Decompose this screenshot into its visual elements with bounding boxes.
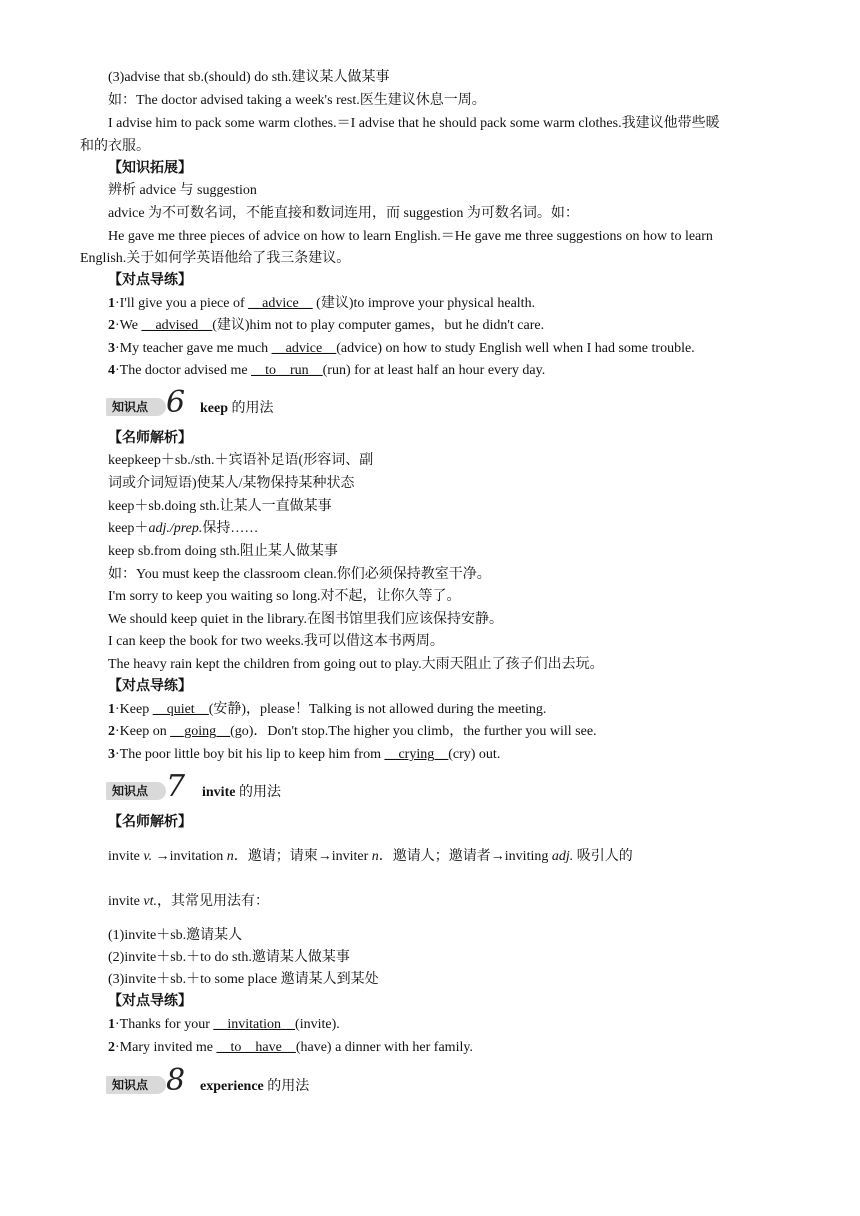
exercise-number: 3 xyxy=(108,747,115,762)
exercise-item: 2·We __advised__(建议)him not to play computer games，but he didn't care. xyxy=(108,318,545,333)
usage-line: 词或介词短语)使某人/某物保持某种状态 xyxy=(108,476,355,491)
exercise-item: 2·Mary invited me __to__have__(have) a dinner with her family. xyxy=(108,1040,473,1055)
badge-number: 8 xyxy=(166,1063,186,1098)
example-sentence: 如：You must keep the classroom clean.你们必须保持教室干净。 xyxy=(108,567,491,582)
exercise-item: 2·Keep on __going__(go)．Don't stop.The higher you climb，the further you will see. xyxy=(108,724,597,739)
exercise-number: 2 xyxy=(108,724,115,739)
answer-blank: __invitation__ xyxy=(213,1017,296,1032)
answer-blank: __crying__ xyxy=(384,747,449,762)
exercise-item: 1·Thanks for your __invitation__(invite). xyxy=(108,1017,340,1032)
usage-line: keep＋adj./prep.保持…… xyxy=(108,521,259,536)
answer-blank: __to__have__ xyxy=(216,1040,296,1055)
exercise-number: 1 xyxy=(108,296,115,311)
example-sentence: I'm sorry to keep you waiting so long.对不起，让你久等了。 xyxy=(108,589,461,604)
advice-note: advice 为不可数名词，不能直接和数词连用，而 suggestion 为可数名词。如： xyxy=(108,206,579,221)
exercise-item: 1·Keep __quiet__(安静)，please！Talking is not allowed during the meeting. xyxy=(108,702,547,717)
answer-blank: __quiet__ xyxy=(152,702,209,717)
example-sentence: I advise him to pack some warm clothes.＝I advise that he should pack some warm clothes.我建议他带些暖 xyxy=(108,116,720,131)
example-sentence: 如：The doctor advised taking a week's rest.医生建议休息一周。 xyxy=(108,93,486,108)
usage-line: invite vt.，其常见用法有： xyxy=(108,894,269,909)
section-title: experience 的用法 xyxy=(200,1079,310,1094)
example-sentence: I can keep the book for two weeks.我可以借这本书两周。 xyxy=(108,634,444,649)
badge-number: 7 xyxy=(166,769,186,804)
section-heading-analysis: 【名师解析】 xyxy=(108,815,192,830)
answer-blank: __advice__ xyxy=(248,296,313,311)
exercise-number: 4 xyxy=(108,363,115,378)
section-title: keep 的用法 xyxy=(200,401,274,416)
exercise-item: 1·I'll give you a piece of __advice__ (建议)to improve your physical health. xyxy=(108,296,536,311)
badge-label: 知识点 xyxy=(112,400,149,414)
usage-line: (1)invite＋sb.邀请某人 xyxy=(108,928,243,943)
exercise-item: 4·The doctor advised me __to__run__(run) for at least half an hour every day. xyxy=(108,363,546,378)
badge-number: 6 xyxy=(166,385,186,420)
section-heading-practice: 【对点导练】 xyxy=(108,273,192,288)
answer-blank: __advised__ xyxy=(141,318,213,333)
section-heading-extend: 【知识拓展】 xyxy=(108,161,192,176)
usage-line: (3)invite＋sb.＋to some place 邀请某人到某处 xyxy=(108,972,379,987)
example-sentence: He gave me three pieces of advice on how to learn English.＝He gave me three suggestions on how to learn xyxy=(108,229,713,244)
section-heading-analysis: 【名师解析】 xyxy=(108,431,192,446)
example-sentence: We should keep quiet in the library.在图书馆里我们应该保持安静。 xyxy=(108,612,503,627)
answer-blank: __going__ xyxy=(170,724,231,739)
section-heading-practice: 【对点导练】 xyxy=(108,994,192,1009)
advise-usage-3: (3)advise that sb.(should) do sth.建议某人做某事 xyxy=(108,70,390,85)
exercise-number: 2 xyxy=(108,318,115,333)
usage-line: (2)invite＋sb.＋to do sth.邀请某人做某事 xyxy=(108,950,350,965)
exercise-item: 3·My teacher gave me much __advice__(advice) on how to study English well when I had some trouble. xyxy=(108,341,695,356)
usage-line: keep sb.from doing sth.阻止某人做某事 xyxy=(108,544,338,559)
answer-blank: __advice__ xyxy=(271,341,337,356)
example-sentence-cont: 和的衣服。 xyxy=(80,139,150,154)
badge-label: 知识点 xyxy=(112,1078,149,1092)
section-heading-practice: 【对点导练】 xyxy=(108,679,192,694)
section-title: invite 的用法 xyxy=(202,785,281,800)
usage-line: keepkeep＋sb./sth.＋宾语补足语(形容词、副 xyxy=(108,453,374,468)
badge-label: 知识点 xyxy=(112,784,149,798)
exercise-number: 3 xyxy=(108,341,115,356)
example-sentence-cont: English.关于如何学英语他给了我三条建议。 xyxy=(80,251,351,266)
comparison-title: 辨析 advice 与 suggestion xyxy=(108,183,257,198)
exercise-number: 1 xyxy=(108,702,115,717)
usage-line: keep＋sb.doing sth.让某人一直做某事 xyxy=(108,499,332,514)
usage-line: invite v. →invitation n．邀请；请柬→inviter n．邀请人；邀请者→inviting adj. 吸引人的 xyxy=(108,849,633,864)
answer-blank: __to__run__ xyxy=(251,363,323,378)
example-sentence: The heavy rain kept the children from going out to play.大雨天阻止了孩子们出去玩。 xyxy=(108,657,604,672)
exercise-item: 3·The poor little boy bit his lip to keep him from __crying__(cry) out. xyxy=(108,747,501,762)
exercise-number: 2 xyxy=(108,1040,115,1055)
exercise-number: 1 xyxy=(108,1017,115,1032)
